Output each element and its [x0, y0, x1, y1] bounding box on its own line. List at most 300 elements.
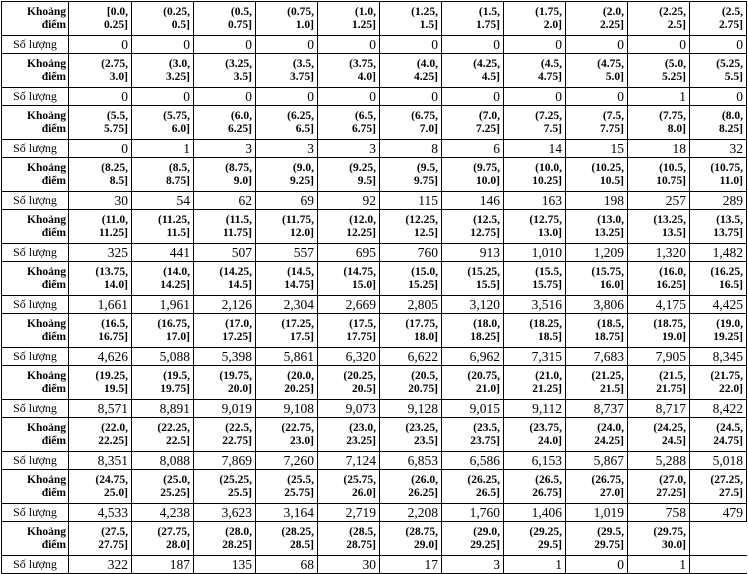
interval-lower: (2.0, — [602, 6, 624, 18]
interval-row — [2, 54, 747, 88]
count-cell: 198 — [566, 192, 628, 210]
interval-lower: (25.5, — [287, 474, 314, 486]
interval-upper: 8.75] — [166, 174, 190, 187]
count-cell: 2,208 — [380, 504, 442, 522]
interval-upper: 8.5] — [109, 174, 128, 187]
interval-upper: 5.5] — [724, 70, 743, 83]
count-cell: 4,533 — [69, 504, 132, 522]
interval-cell — [256, 262, 318, 296]
interval-lower: (4.0, — [416, 58, 438, 70]
count-cell: 0 — [442, 88, 504, 106]
interval-cell — [256, 418, 318, 452]
interval-cell — [380, 210, 442, 244]
interval-lower: (9.0, — [292, 162, 314, 174]
count-cell: 2,719 — [318, 504, 380, 522]
count-header-cell: Số lượng — [2, 244, 69, 262]
interval-cell — [442, 522, 504, 556]
interval-cell — [69, 470, 132, 504]
interval-upper: 21.5] — [600, 382, 624, 395]
interval-upper: 18.0] — [414, 330, 438, 343]
interval-upper: 17.5] — [290, 330, 314, 343]
interval-lower: (3.5, — [292, 58, 314, 70]
interval-lower: (25.25, — [219, 474, 252, 486]
interval-cell — [318, 54, 380, 88]
interval-upper: 0.25] — [104, 18, 128, 31]
interval-upper: 28.75] — [346, 538, 376, 551]
interval-cell — [380, 470, 442, 504]
interval-upper: 3.5] — [233, 70, 252, 83]
interval-lower: (22.75, — [281, 422, 314, 434]
interval-upper: 7.25] — [476, 122, 500, 135]
count-cell: 1,661 — [69, 296, 132, 314]
interval-upper: 20.5] — [352, 382, 376, 395]
count-row — [2, 556, 747, 574]
count-header-cell: Số lượng — [2, 452, 69, 470]
interval-cell — [194, 54, 256, 88]
count-cell: 9,108 — [256, 400, 318, 418]
interval-cell — [504, 470, 566, 504]
interval-row — [2, 210, 747, 244]
interval-cell — [256, 2, 318, 36]
count-cell: 5,288 — [628, 452, 690, 470]
interval-lower: (12.0, — [349, 214, 376, 226]
count-cell: 5,398 — [194, 348, 256, 366]
interval-cell — [504, 262, 566, 296]
interval-lower: (11.25, — [158, 214, 190, 226]
interval-upper: 28.0] — [166, 538, 190, 551]
interval-cell — [318, 158, 380, 192]
interval-cell — [628, 2, 690, 36]
interval-header-cell: Khoảng điểm — [2, 314, 69, 348]
interval-upper: 29.75] — [594, 538, 624, 551]
count-cell: 146 — [442, 192, 504, 210]
count-cell: 1,482 — [690, 244, 747, 262]
interval-cell — [442, 262, 504, 296]
interval-cell — [318, 210, 380, 244]
interval-cell — [132, 158, 194, 192]
interval-cell — [628, 314, 690, 348]
interval-lower: (27.0, — [659, 474, 686, 486]
interval-cell — [628, 158, 690, 192]
interval-row — [2, 2, 747, 36]
interval-lower: (10.5, — [659, 162, 686, 174]
interval-lower: (21.75, — [710, 370, 743, 382]
interval-lower: (22.5, — [225, 422, 252, 434]
interval-cell — [566, 54, 628, 88]
count-cell: 0 — [690, 36, 747, 54]
count-cell: 695 — [318, 244, 380, 262]
interval-upper: 19.25] — [713, 330, 743, 343]
interval-upper: 2.0] — [543, 18, 562, 31]
interval-upper: 1.75] — [476, 18, 500, 31]
count-cell: 9,128 — [380, 400, 442, 418]
interval-lower: (29.75, — [653, 526, 686, 538]
count-row — [2, 504, 747, 522]
interval-lower: (27.5, — [101, 526, 128, 538]
interval-lower: (9.75, — [473, 162, 500, 174]
count-cell: 1,961 — [132, 296, 194, 314]
interval-lower: (17.5, — [349, 318, 376, 330]
count-cell: 0 — [628, 36, 690, 54]
interval-cell — [69, 522, 132, 556]
interval-row — [2, 366, 747, 400]
interval-upper: 27.0] — [600, 486, 624, 499]
count-cell: 8,891 — [132, 400, 194, 418]
interval-upper: 13.0] — [538, 226, 562, 239]
interval-lower: (16.75, — [157, 318, 190, 330]
interval-lower: (10.75, — [710, 162, 743, 174]
interval-lower: (7.25, — [535, 110, 562, 122]
interval-cell — [194, 366, 256, 400]
interval-upper: 30.0] — [662, 538, 686, 551]
interval-cell — [504, 106, 566, 140]
interval-lower: (5.75, — [163, 110, 190, 122]
interval-lower: (28.5, — [349, 526, 376, 538]
count-cell: 32 — [690, 140, 747, 158]
interval-cell — [256, 158, 318, 192]
count-cell: 2,669 — [318, 296, 380, 314]
count-cell: 6 — [442, 140, 504, 158]
count-cell: 69 — [256, 192, 318, 210]
interval-upper: 21.75] — [656, 382, 686, 395]
interval-lower: (0.25, — [163, 6, 190, 18]
interval-header-cell: Khoảng điểm — [2, 54, 69, 88]
interval-cell — [380, 2, 442, 36]
count-cell: 5,018 — [690, 452, 747, 470]
interval-header-cell: Khoảng điểm — [2, 366, 69, 400]
interval-upper: 10.25] — [532, 174, 562, 187]
interval-upper: 25.5] — [228, 486, 252, 499]
interval-lower: (20.5, — [411, 370, 438, 382]
interval-lower: (8.25, — [101, 162, 128, 174]
interval-cell — [380, 106, 442, 140]
interval-lower: (24.75, — [95, 474, 128, 486]
interval-lower: (11.5, — [225, 214, 252, 226]
count-header-cell: Số lượng — [2, 504, 69, 522]
interval-lower: (12.75, — [529, 214, 562, 226]
interval-upper: 6.25] — [228, 122, 252, 135]
count-cell: 3,120 — [442, 296, 504, 314]
count-cell: 3,806 — [566, 296, 628, 314]
interval-cell — [566, 158, 628, 192]
interval-lower: (14.75, — [343, 266, 376, 278]
count-cell: 115 — [380, 192, 442, 210]
interval-cell — [504, 522, 566, 556]
interval-upper: 14.75] — [284, 278, 314, 291]
interval-lower: (6.75, — [411, 110, 438, 122]
count-row — [2, 400, 747, 418]
count-cell: 9,019 — [194, 400, 256, 418]
interval-cell — [690, 210, 747, 244]
count-cell: 6,853 — [380, 452, 442, 470]
interval-header-cell: Khoảng điểm — [2, 262, 69, 296]
interval-lower: (28.75, — [405, 526, 438, 538]
interval-cell — [504, 2, 566, 36]
count-cell: 760 — [380, 244, 442, 262]
interval-upper: 0.5] — [171, 18, 190, 31]
count-cell: 257 — [628, 192, 690, 210]
interval-upper: 24.5] — [662, 434, 686, 447]
count-row — [2, 36, 747, 54]
count-cell: 5,867 — [566, 452, 628, 470]
interval-lower: (24.0, — [597, 422, 624, 434]
interval-lower: (12.25, — [405, 214, 438, 226]
interval-cell — [442, 2, 504, 36]
count-cell: 30 — [69, 192, 132, 210]
interval-lower: (5.25, — [716, 58, 743, 70]
interval-cell — [132, 106, 194, 140]
interval-upper: 29.5] — [538, 538, 562, 551]
count-header-cell: Số lượng — [2, 192, 69, 210]
interval-upper: 13.5] — [662, 226, 686, 239]
interval-cell — [380, 158, 442, 192]
interval-lower: (18.5, — [597, 318, 624, 330]
interval-lower: (4.75, — [597, 58, 624, 70]
interval-lower: (18.0, — [473, 318, 500, 330]
interval-upper: 24.75] — [713, 434, 743, 447]
count-header-cell: Số lượng — [2, 556, 69, 574]
interval-cell — [318, 418, 380, 452]
interval-upper: 1.0] — [295, 18, 314, 31]
count-cell: 5,861 — [256, 348, 318, 366]
count-cell: 0 — [69, 140, 132, 158]
interval-lower: (18.25, — [529, 318, 562, 330]
count-header-cell: Số lượng — [2, 36, 69, 54]
interval-upper: 14.5] — [228, 278, 252, 291]
interval-cell — [504, 210, 566, 244]
interval-cell — [628, 418, 690, 452]
count-cell: 0 — [132, 88, 194, 106]
interval-cell — [194, 106, 256, 140]
interval-cell — [132, 418, 194, 452]
interval-lower: (19.0, — [716, 318, 743, 330]
interval-lower: (14.0, — [163, 266, 190, 278]
interval-upper: 11.0] — [719, 174, 743, 187]
interval-lower: (20.0, — [287, 370, 314, 382]
count-cell: 8,737 — [566, 400, 628, 418]
interval-lower: (25.75, — [343, 474, 376, 486]
interval-lower: (17.0, — [225, 318, 252, 330]
count-row — [2, 296, 747, 314]
count-cell: 1 — [628, 88, 690, 106]
interval-upper: 10.0] — [476, 174, 500, 187]
interval-upper: 16.5] — [719, 278, 743, 291]
interval-upper: 26.25] — [408, 486, 438, 499]
interval-lower: (21.5, — [659, 370, 686, 382]
interval-upper: 26.75] — [532, 486, 562, 499]
interval-lower: (23.25, — [405, 422, 438, 434]
interval-upper: 9.75] — [414, 174, 438, 187]
interval-lower: (11.0, — [101, 214, 128, 226]
interval-lower: (29.25, — [529, 526, 562, 538]
interval-upper: 1.25] — [352, 18, 376, 31]
interval-cell — [256, 106, 318, 140]
interval-cell — [256, 522, 318, 556]
count-cell: 507 — [194, 244, 256, 262]
interval-upper: 4.0] — [357, 70, 376, 83]
interval-cell — [132, 54, 194, 88]
count-cell: 3,623 — [194, 504, 256, 522]
count-cell: 3 — [318, 140, 380, 158]
interval-cell — [69, 210, 132, 244]
count-cell: 135 — [194, 556, 256, 574]
interval-cell — [690, 158, 747, 192]
interval-row — [2, 522, 747, 556]
interval-cell — [256, 314, 318, 348]
interval-upper: 17.25] — [222, 330, 252, 343]
interval-upper: 5.75] — [104, 122, 128, 135]
interval-cell — [380, 314, 442, 348]
interval-cell — [566, 210, 628, 244]
interval-lower: (7.0, — [478, 110, 500, 122]
interval-upper: 25.25] — [160, 486, 190, 499]
interval-lower: (6.0, — [230, 110, 252, 122]
interval-lower: (23.75, — [529, 422, 562, 434]
interval-upper: 8.0] — [667, 122, 686, 135]
interval-upper: 20.25] — [284, 382, 314, 395]
interval-upper: 4.75] — [538, 70, 562, 83]
interval-cell — [504, 54, 566, 88]
interval-upper: 4.25] — [414, 70, 438, 83]
interval-lower: (28.0, — [225, 526, 252, 538]
interval-header-cell: Khoảng điểm — [2, 158, 69, 192]
count-cell: 4,425 — [690, 296, 747, 314]
count-cell: 7,905 — [628, 348, 690, 366]
count-cell: 6,320 — [318, 348, 380, 366]
interval-upper: 6.5] — [295, 122, 314, 135]
count-cell: 30 — [318, 556, 380, 574]
interval-cell — [132, 470, 194, 504]
interval-cell — [442, 210, 504, 244]
interval-lower: (12.5, — [473, 214, 500, 226]
count-cell: 0 — [380, 36, 442, 54]
interval-cell — [442, 158, 504, 192]
count-cell: 54 — [132, 192, 194, 210]
interval-cell — [318, 470, 380, 504]
interval-lower: (15.75, — [591, 266, 624, 278]
interval-cell — [442, 106, 504, 140]
interval-cell — [194, 210, 256, 244]
count-cell: 0 — [318, 88, 380, 106]
interval-cell — [566, 2, 628, 36]
interval-lower: (26.25, — [467, 474, 500, 486]
count-cell: 0 — [380, 88, 442, 106]
interval-upper: 6.0] — [171, 122, 190, 135]
interval-upper: 29.0] — [414, 538, 438, 551]
count-cell: 9,015 — [442, 400, 504, 418]
interval-upper: 9.25] — [290, 174, 314, 187]
interval-cell — [69, 366, 132, 400]
count-cell: 3,516 — [504, 296, 566, 314]
count-cell: 3 — [442, 556, 504, 574]
interval-lower: (16.25, — [710, 266, 743, 278]
interval-upper: 5.0] — [605, 70, 624, 83]
count-cell: 325 — [69, 244, 132, 262]
count-header-cell: Số lượng — [2, 140, 69, 158]
interval-upper: 22.0] — [719, 382, 743, 395]
interval-cell — [256, 366, 318, 400]
interval-cell — [566, 522, 628, 556]
count-cell: 0 — [256, 88, 318, 106]
interval-upper: 29.25] — [470, 538, 500, 551]
interval-upper: 21.25] — [532, 382, 562, 395]
table-body — [2, 2, 747, 574]
count-cell: 6,586 — [442, 452, 504, 470]
interval-upper: 15.25] — [408, 278, 438, 291]
interval-upper: 23.25] — [346, 434, 376, 447]
interval-upper: 11.25] — [98, 226, 128, 239]
interval-upper: 23.0] — [290, 434, 314, 447]
interval-cell — [628, 106, 690, 140]
interval-lower: (28.25, — [281, 526, 314, 538]
count-cell: 6,622 — [380, 348, 442, 366]
count-cell — [690, 556, 747, 574]
count-cell: 0 — [566, 88, 628, 106]
interval-lower: (29.0, — [473, 526, 500, 538]
interval-upper: 22.75] — [222, 434, 252, 447]
interval-cell — [69, 2, 132, 36]
interval-lower: (29.5, — [597, 526, 624, 538]
interval-lower: (16.5, — [101, 318, 128, 330]
count-cell: 0 — [566, 556, 628, 574]
count-row — [2, 88, 747, 106]
count-cell: 68 — [256, 556, 318, 574]
interval-lower: (18.75, — [653, 318, 686, 330]
count-cell: 1 — [628, 556, 690, 574]
count-cell: 1,406 — [504, 504, 566, 522]
interval-row — [2, 158, 747, 192]
count-cell: 2,805 — [380, 296, 442, 314]
interval-row — [2, 314, 747, 348]
interval-upper: 2.5] — [667, 18, 686, 31]
interval-lower: (17.75, — [405, 318, 438, 330]
interval-cell — [69, 418, 132, 452]
count-cell: 62 — [194, 192, 256, 210]
interval-cell — [132, 314, 194, 348]
interval-upper: 27.25] — [656, 486, 686, 499]
interval-cell — [690, 366, 747, 400]
interval-lower: (13.0, — [597, 214, 624, 226]
interval-lower: (2.25, — [659, 6, 686, 18]
interval-lower: (9.25, — [349, 162, 376, 174]
interval-cell — [566, 418, 628, 452]
interval-upper: 23.5] — [414, 434, 438, 447]
count-cell: 8,717 — [628, 400, 690, 418]
count-cell: 1,320 — [628, 244, 690, 262]
interval-row — [2, 262, 747, 296]
interval-cell — [690, 522, 747, 556]
interval-lower: (20.75, — [467, 370, 500, 382]
interval-cell — [566, 314, 628, 348]
interval-upper: 10.5] — [600, 174, 624, 187]
count-cell: 4,626 — [69, 348, 132, 366]
interval-lower: (19.75, — [219, 370, 252, 382]
interval-cell — [628, 210, 690, 244]
interval-lower: (19.25, — [95, 370, 128, 382]
count-cell: 1,010 — [504, 244, 566, 262]
count-header-cell: Số lượng — [2, 296, 69, 314]
interval-upper: 20.75] — [408, 382, 438, 395]
interval-lower: (0.75, — [287, 6, 314, 18]
count-header-cell: Số lượng — [2, 88, 69, 106]
interval-upper: 12.5] — [414, 226, 438, 239]
interval-cell — [690, 262, 747, 296]
interval-cell — [69, 106, 132, 140]
count-cell: 3 — [256, 140, 318, 158]
interval-lower: (24.5, — [716, 422, 743, 434]
interval-cell — [380, 262, 442, 296]
interval-upper: 7.5] — [543, 122, 562, 135]
